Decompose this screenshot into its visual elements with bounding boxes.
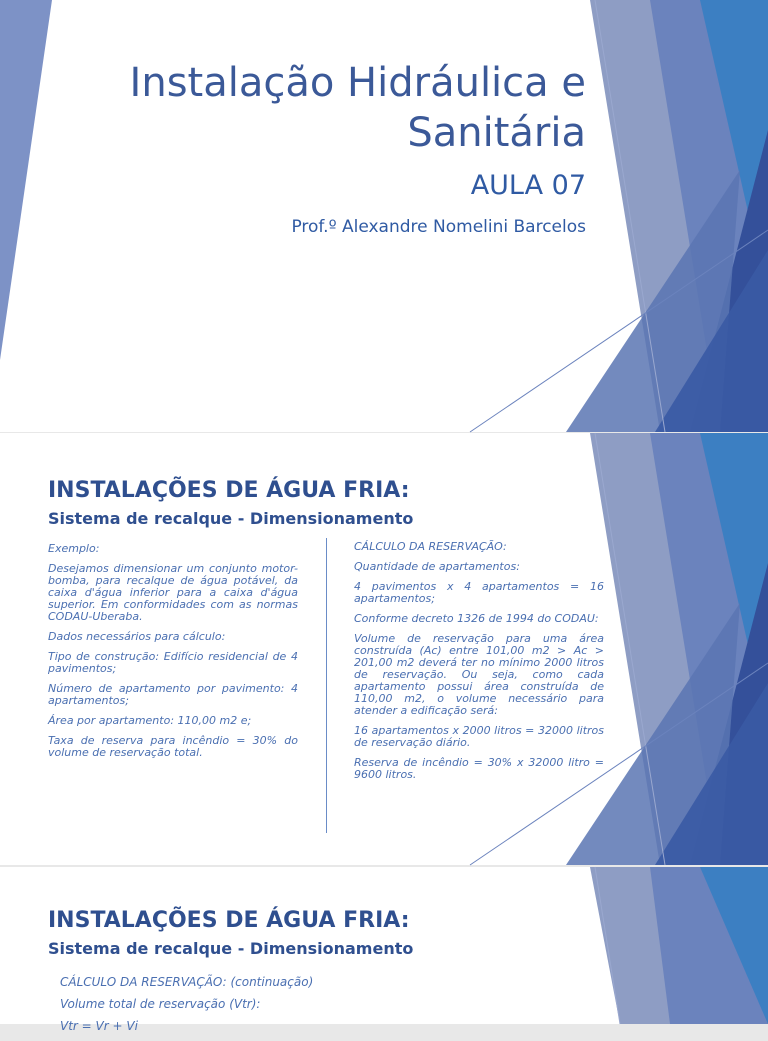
paragraph: Volume de reservação para uma área construída (Ac) entre 101,00 m2 > Ac > 201,00 m2 deverá ter no mínimo 2000 litros de reservação. Ou seja, como cada apartamento possui área construída de 110,00 m2, o volume necessário para atender a edificação será: bbox=[354, 632, 604, 717]
paragraph: Taxa de reserva para incêndio = 30% do volume de reservação total. bbox=[48, 734, 298, 759]
slide-content-2 bbox=[0, 867, 768, 1033]
slide-heading: INSTALAÇÕES DE ÁGUA FRIA: bbox=[48, 908, 410, 933]
paragraph: Número de apartamento por pavimento: 4 apartamentos; bbox=[48, 682, 298, 707]
right-column bbox=[354, 541, 604, 789]
paragraph: Área por apartamento: 110,00 m2 e; bbox=[48, 714, 252, 727]
slide-subheading: Sistema de recalque - Dimensionamento bbox=[48, 509, 414, 528]
left-column bbox=[48, 543, 298, 767]
lesson-number: AULA 07 bbox=[470, 170, 586, 201]
paragraph: Quantidade de apartamentos: bbox=[354, 560, 520, 573]
presentation-title bbox=[66, 58, 586, 158]
slide-content-1 bbox=[0, 433, 768, 865]
title-line-1: Instalação Hidráulica e bbox=[129, 60, 586, 106]
column-divider bbox=[326, 538, 327, 833]
paragraph: Volume total de reservação (Vtr): bbox=[60, 997, 261, 1011]
paragraph: Desejamos dimensionar um conjunto motor-bomba, para recalque de água potável, da caixa d'água inferior para a caixa d'água superior. Em conformidades com as normas CODAU-Uberaba. bbox=[48, 562, 298, 623]
slide-heading: INSTALAÇÕES DE ÁGUA FRIA: bbox=[48, 478, 410, 503]
slide-title bbox=[0, 0, 768, 432]
paragraph: Dados necessários para cálculo: bbox=[48, 630, 226, 643]
title-line-2: Sanitária bbox=[407, 110, 586, 156]
paragraph: Conforme decreto 1326 de 1994 do CODAU: bbox=[354, 612, 599, 625]
paragraph: Exemplo: bbox=[48, 542, 100, 555]
paragraph: Reserva de incêndio = 30% x 32000 litro = 9600 litros. bbox=[354, 756, 604, 781]
paragraph: 16 apartamentos x 2000 litros = 32000 litros de reservação diário. bbox=[354, 724, 604, 749]
paragraph: CÁLCULO DA RESERVAÇÃO: bbox=[354, 540, 507, 553]
paragraph: Vtr = Vr + Vi bbox=[60, 1019, 138, 1033]
content-lines bbox=[60, 975, 480, 1041]
paragraph: CÁLCULO DA RESERVAÇÃO: (continuação) bbox=[60, 975, 314, 989]
paragraph: Tipo de construção: Edifício residencial de 4 pavimentos; bbox=[48, 650, 298, 675]
slide-subheading: Sistema de recalque - Dimensionamento bbox=[48, 939, 414, 958]
paragraph: 4 pavimentos x 4 apartamentos = 16 apartamentos; bbox=[354, 580, 604, 605]
author-name: Prof.º Alexandre Nomelini Barcelos bbox=[291, 217, 586, 237]
